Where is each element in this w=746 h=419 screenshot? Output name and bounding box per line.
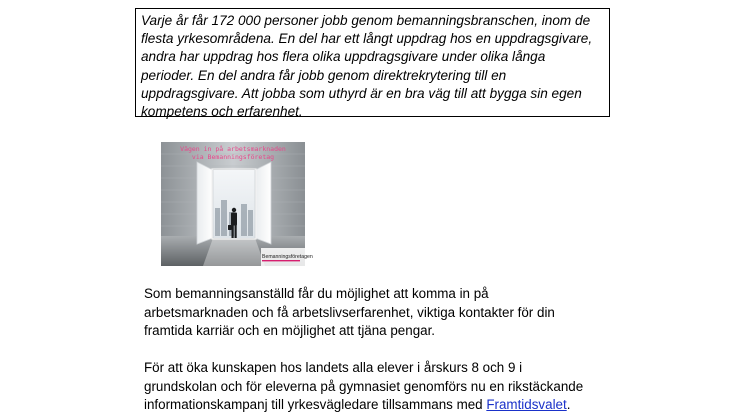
promo-image: [161, 142, 313, 266]
logo-underline: [262, 260, 300, 261]
paragraph-1-line: Som bemanningsanställd får du möjlighet att komma in på: [144, 286, 489, 301]
quote-line: flesta yrkesområdena. En del har ett långt uppdrag hos en uppdragsgivare,: [141, 31, 593, 47]
quote-line: perioder. En del andra får jobb genom direktrekrytering till en: [141, 67, 507, 83]
paragraph-2-line: grundskolan och för eleverna på gymnasiet genomförs nu en rikstäckande: [144, 378, 584, 394]
quote-line: uppdragsgivare. Att jobba som uthyrd är en bra väg till att bygga sin egen: [141, 85, 582, 101]
image-headline-line1: Vägen in på arbetsmarknaden: [180, 145, 286, 153]
paragraph-1-line: framtida karriär och en möjlighet att tjäna pengar.: [144, 323, 436, 339]
image-headline-line2: via Bemanningsföretag: [191, 153, 275, 161]
bemanningsforetagen-logo: Bemanningsföretagen: [262, 254, 313, 260]
paragraph-1-line: arbetsmarknaden och få arbetslivserfarenhet, viktiga kontakter för din: [144, 304, 555, 320]
paragraph-1: [144, 285, 614, 341]
paragraph-2: [144, 359, 614, 415]
quote-line: Varje år får 172 000 personer jobb genom bemanningsbranschen, inom de: [141, 13, 591, 28]
paragraph-2-period: .: [566, 397, 571, 413]
intro-quote-text: [141, 12, 605, 121]
framtidsvalet-link[interactable]: Framtidsvalet: [486, 397, 567, 413]
paragraph-2-line: För att öka kunskapen hos landets alla elever i årskurs 8 och 9 i: [144, 360, 523, 375]
quote-line: kompetens och erfarenhet.: [141, 104, 303, 120]
paragraph-2-line: informationskampanj till yrkesvägledare tillsammans med: [144, 397, 487, 413]
open-doors-illustration: [161, 142, 313, 266]
quote-line: andra har uppdrag hos flera olika uppdragsgivare under olika långa: [141, 49, 546, 65]
intro-quote-box: [135, 8, 610, 120]
